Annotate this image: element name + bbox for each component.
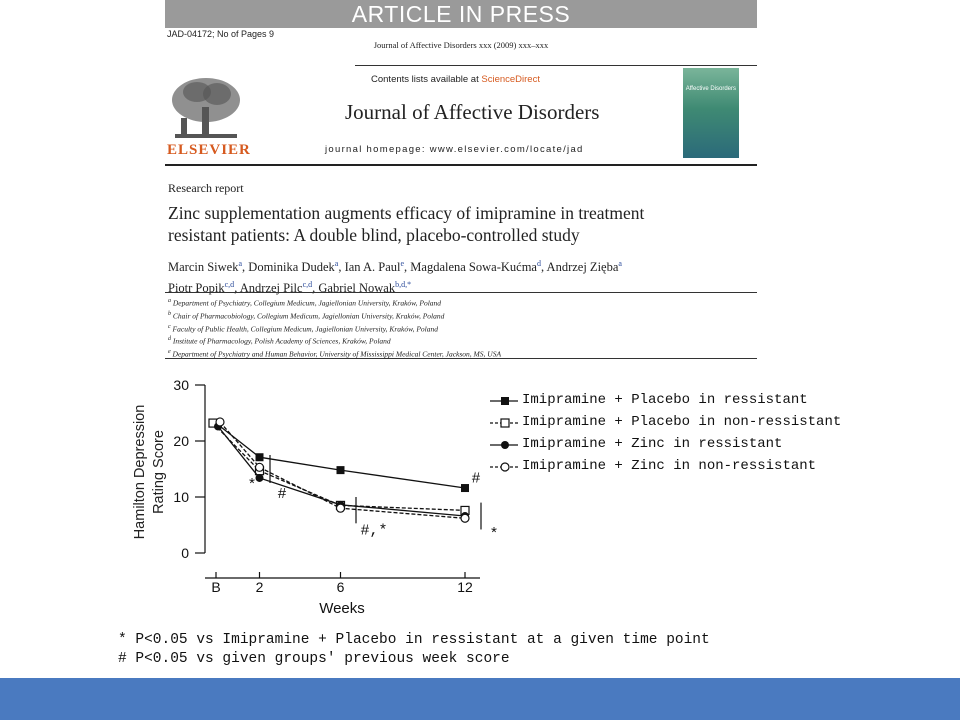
journal-name: Journal of Affective Disorders	[345, 100, 600, 124]
author-name: , Andrzej Zięba	[540, 260, 619, 275]
legend-item-placebo-resistant: Imipramine + Placebo in ressistant	[488, 392, 848, 414]
significance-annotation: #	[277, 486, 287, 504]
footnote-hash: # P<0.05 vs given groups' previous week score	[118, 651, 510, 667]
author-affiliation-marker: a	[238, 259, 243, 268]
significance-annotation: #,*	[360, 522, 388, 540]
y-tick-label: 20	[173, 433, 189, 449]
author-affiliation-marker: c,d	[302, 280, 313, 290]
y-axis-label: Hamilton Depression Rating Score	[132, 404, 167, 540]
data-point	[461, 484, 469, 492]
data-point	[256, 474, 264, 482]
data-point	[216, 418, 224, 426]
author-name: , Gabriel Nowak	[312, 281, 396, 296]
y-tick-label: 0	[181, 545, 189, 561]
footer-bar	[0, 678, 960, 720]
legend-item-zinc-non-resistant: Imipramine + Zinc in non-ressistant	[488, 458, 848, 480]
x-tick-label: B	[211, 579, 221, 595]
journal-cover-image: Affective Disorders	[683, 68, 739, 158]
data-point	[461, 514, 469, 522]
affiliation-item: $^b$ Chair of Pharmacobiology, Collegium Medicum, Jagiellonian University, Kraków, Poland	[168, 310, 445, 321]
contents-line: Contents lists available at ScienceDirect	[371, 74, 540, 85]
y-tick-label: 30	[173, 377, 189, 393]
author-affiliation-marker: c,d	[224, 280, 235, 290]
x-axis-label: Weeks	[319, 600, 365, 617]
author-affiliation-marker: a	[334, 259, 339, 268]
x-tick-label: 12	[457, 579, 473, 595]
banner-text: ARTICLE IN PRESS	[351, 1, 571, 27]
footnote-star: * P<0.05 vs Imipramine + Placebo in ressistant at a given time point	[118, 632, 710, 648]
author-name: , Andrzej Pilc	[234, 281, 303, 296]
legend-item-zinc-resistant: Imipramine + Zinc in ressistant	[488, 436, 848, 458]
section-label: Research report	[168, 181, 244, 195]
data-point	[337, 504, 345, 512]
article-id: JAD-04172; No of Pages 9	[167, 29, 275, 39]
x-tick-label: 2	[255, 579, 264, 595]
author-name: Marcin Siwek	[168, 260, 239, 275]
significance-annotation: *	[247, 477, 257, 495]
significance-annotation: #	[471, 470, 481, 488]
y-tick-label: 10	[173, 489, 189, 505]
author-affiliation-marker: d	[536, 259, 541, 268]
author-name: Piotr Popik	[168, 281, 225, 296]
author-affiliation-marker: a	[618, 259, 622, 268]
affiliation-item: $^c$ Faculty of Public Health, Collegium Medicum, Jagiellonian University, Kraków, Poland	[168, 323, 438, 334]
affiliation-item: $^d$ Institute of Pharmacology, Polish Academy of Sciences, Kraków, Poland	[168, 336, 391, 346]
sciencedirect-link[interactable]: ScienceDirect	[481, 74, 540, 85]
journal-homepage[interactable]: journal homepage: www.elsevier.com/locate/jad	[325, 144, 584, 155]
author-affiliation-marker: e	[400, 259, 405, 268]
author-name: , Ian A. Paul	[338, 260, 401, 275]
legend-item-placebo-non-resistant: Imipramine + Placebo in non-ressistant	[488, 414, 848, 436]
paper-title: Zinc supplementation augments efficacy of imipramine in treatment resistant patients: A double blind, placebo-controlled study	[168, 203, 645, 245]
publisher-name: ELSEVIER	[167, 142, 251, 158]
data-point	[256, 453, 264, 461]
author-name: , Dominika Dudek	[242, 260, 335, 275]
data-point	[256, 463, 264, 471]
affiliation-item: $^e$ Department of Psychiatry and Human Behavior, University of Mississippi Medical Center, Jackson, MS, USA	[168, 349, 502, 359]
author-name: , Magdalena Sowa-Kućma	[404, 260, 537, 275]
data-point	[337, 466, 345, 474]
significance-annotation: *	[489, 525, 499, 543]
journal-reference: Journal of Affective Disorders xxx (2009) xxx–xxx	[373, 40, 549, 50]
affiliation-item: $^a$ Department of Psychiatry, Collegium Medicum, Jagiellonian University, Kraków, Poland	[168, 298, 442, 308]
author-affiliation-marker: b,d,*	[395, 280, 412, 290]
x-tick-label: 6	[336, 579, 345, 595]
